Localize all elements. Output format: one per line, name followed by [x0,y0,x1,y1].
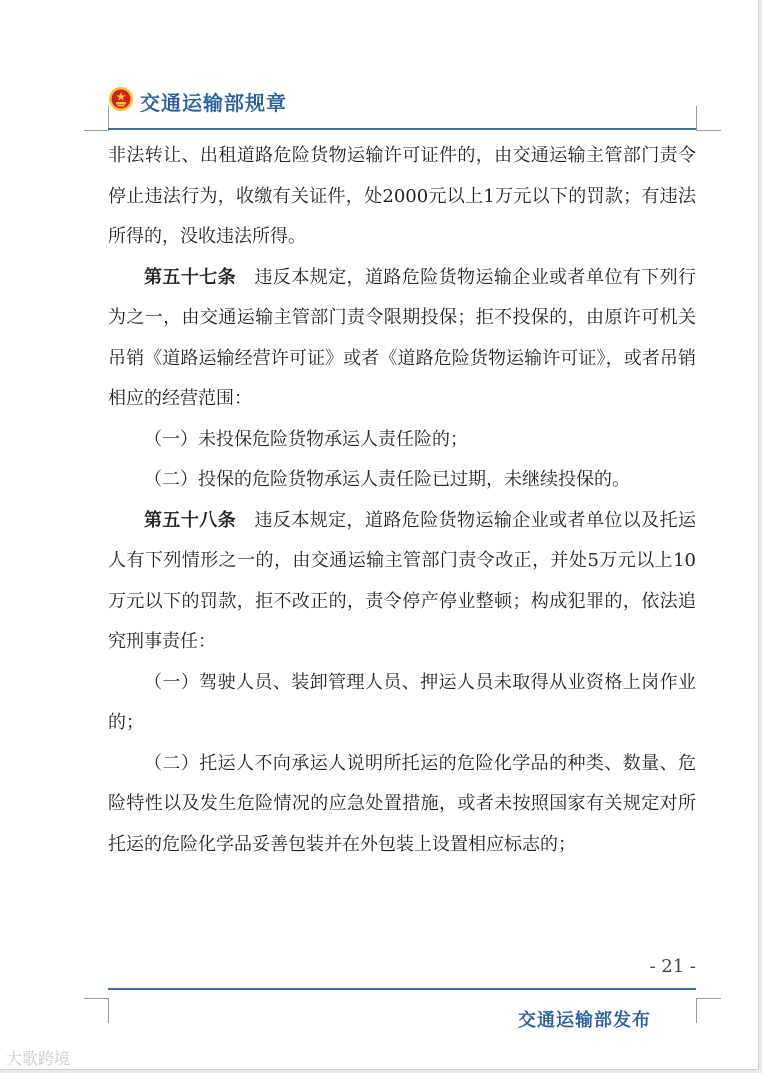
page-header [108,84,696,120]
paragraph-text: 违反本规定，道路危险货物运输企业或者单位以及托运人有下列情形之一的，由交通运输主管部门责令改正，并处5万元以上10万元以下的罚款，拒不改正的，责令停产停业整顿；构成犯罪的，依法追究刑事责任： [108,509,697,652]
paragraph [108,420,696,461]
crop-mark-top-left [84,106,109,131]
watermark: 大歌跨境 [6,1049,71,1068]
crop-mark-bottom-left [84,998,109,1023]
footer-rule [108,988,696,990]
article-number: 第五十七条 [144,266,237,288]
crop-mark-top-right [696,106,721,131]
article-number: 第五十八条 [144,509,237,531]
paragraph-text: 非法转让、出租道路危险货物运输许可证件的，由交通运输主管部门责令停止违法行为，收缴有关证件，处2000元以上1万元以下的罚款；有违法所得的，没收违法所得。 [108,145,696,247]
paragraph-text: 违反本规定，道路危险货物运输企业或者单位有下列行为之一，由交通运输主管部门责令限期投保；拒不投保的，由原许可机关吊销《道路运输经营许可证》或者《道路危险货物运输许可证》，或者吊销相应的经营范围： [108,266,697,409]
paragraph-text: （一）驾驶人员、装卸管理人员、押运人员未取得从业资格上岗作业的； [108,671,696,733]
document-body [108,136,696,865]
paragraph-text: （一）未投保危险货物承运人责任险的； [144,428,468,450]
page-number: - 21 - [649,956,696,977]
paragraph [108,460,696,501]
paragraph [108,744,696,866]
header-rule [108,128,696,130]
paragraph [108,258,696,420]
footer-publisher: 交通运输部发布 [518,1010,651,1031]
paragraph [108,136,696,258]
national-emblem-icon [108,86,134,112]
header-title: 交通运输部规章 [140,91,287,115]
paragraph-text: （二）投保的危险货物承运人责任险已过期，未继续投保的。 [144,469,630,490]
paragraph [108,663,696,744]
paragraph [108,501,696,663]
crop-mark-bottom-right [696,998,721,1023]
paragraph-text: （二）托运人不向承运人说明所托运的危险化学品的种类、数量、危险特性以及发生危险情况的应急处置措施，或者未按照国家有关规定对所托运的危险化学品妥善包装并在外包装上设置相应标志的； [108,752,696,855]
